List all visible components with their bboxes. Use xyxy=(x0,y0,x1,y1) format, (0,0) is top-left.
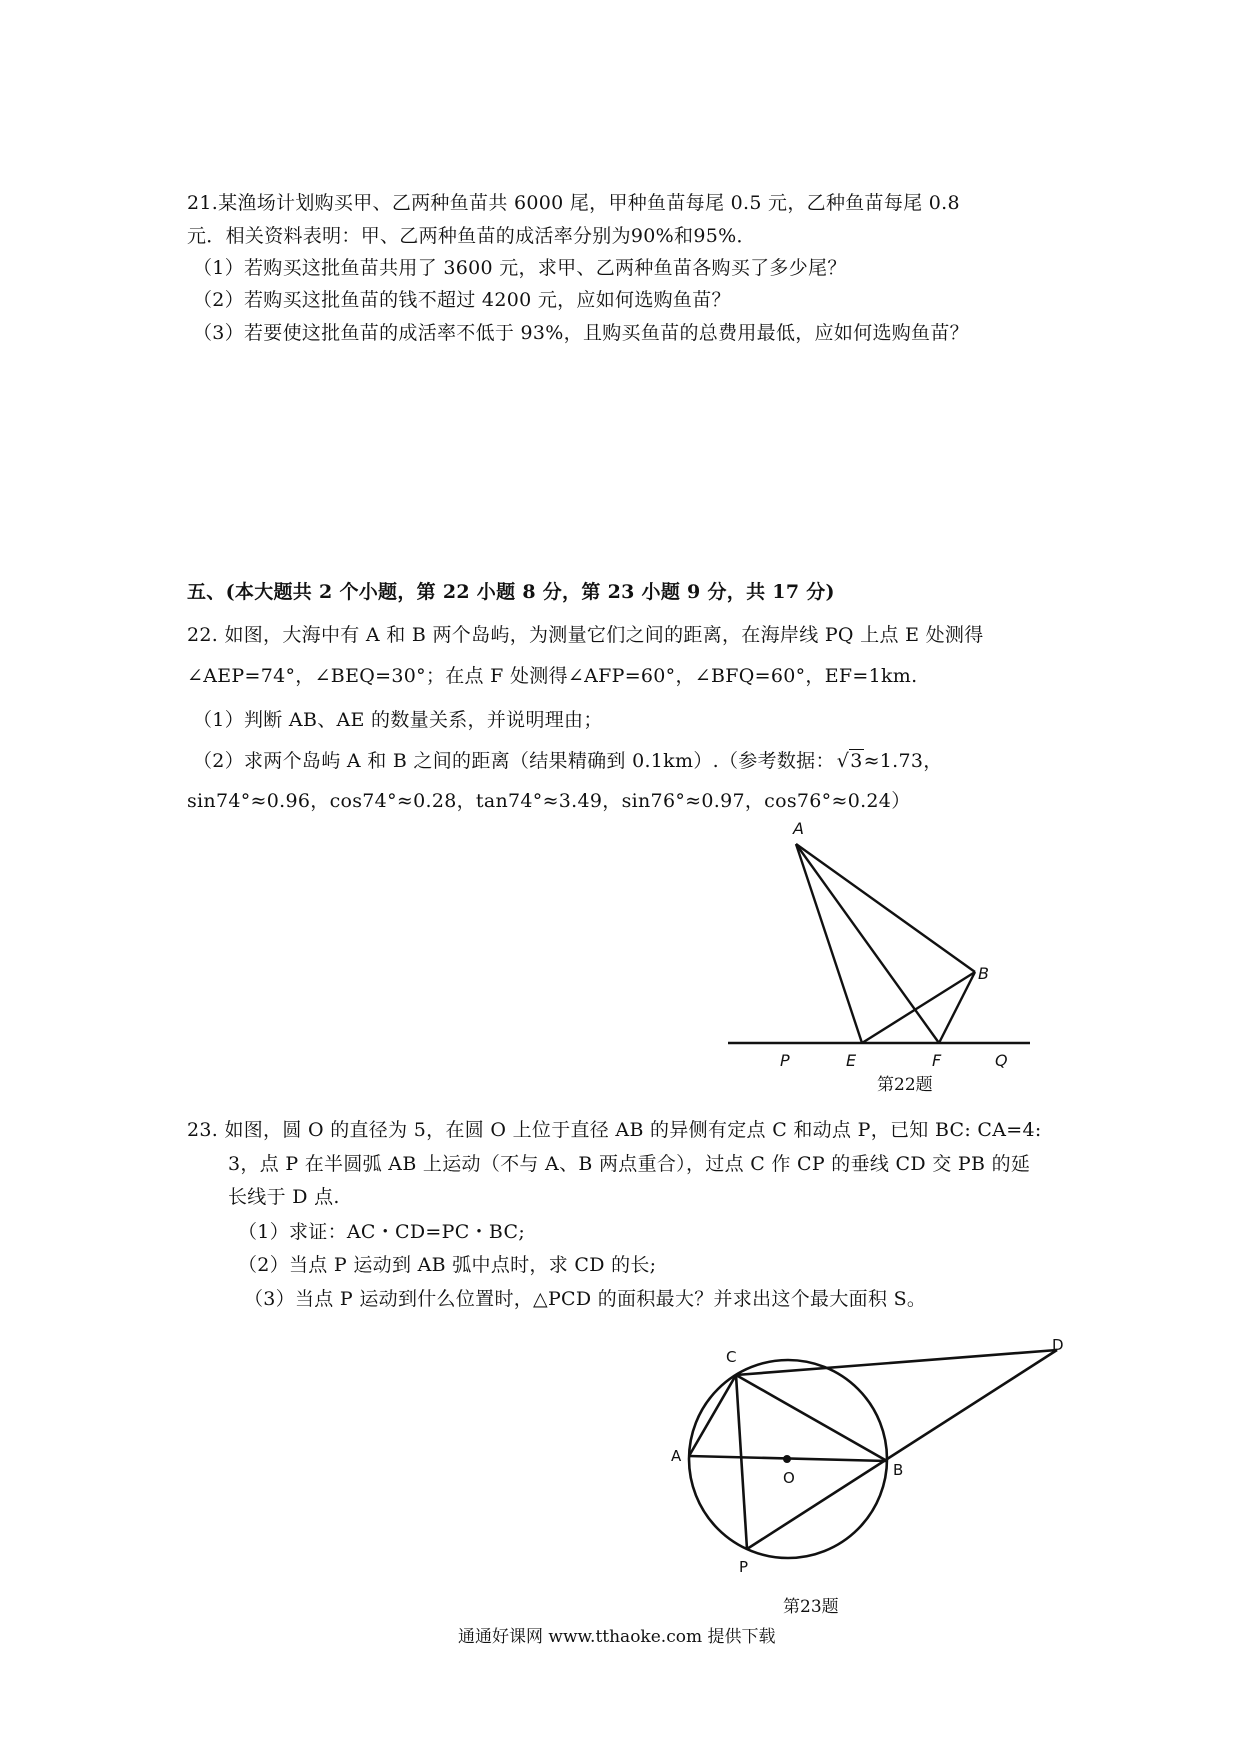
figure-23-caption: 第23题 xyxy=(783,1597,839,1617)
label-f: F xyxy=(932,1051,942,1070)
label-d: D xyxy=(1052,1336,1064,1354)
q22-line-2: ∠AEP=74°，∠BEQ=30°；在点 F 处测得∠AFP=60°，∠BFQ=60°，EF=1km. xyxy=(187,665,918,687)
label-b: B xyxy=(893,1461,904,1479)
q23-line-1: 23. 如图，圆 O 的直径为 5，在圆 O 上位于直径 AB 的异侧有定点 C 和动点 P，已知 BC: CA=4: xyxy=(187,1119,1042,1141)
q22-reference-data: sin74°≈0.96，cos74°≈0.28，tan74°≈3.49，sin76°≈0.97，cos76°≈0.24） xyxy=(187,790,911,812)
footer-credit: 通通好课网 www.tthaoke.com 提供下载 xyxy=(458,1627,776,1647)
q21-sub-2: （2）若购买这批鱼苗的钱不超过 4200 元，应如何选购鱼苗？ xyxy=(193,289,731,311)
label-b: B xyxy=(978,964,989,983)
figure-23-lines xyxy=(689,1350,1057,1558)
q23-sub-3: （3）当点 P 运动到什么位置时，△PCD 的面积最大？并求出这个最大面积 S。 xyxy=(244,1288,927,1310)
q23-sub-2: （2）当点 P 运动到 AB 弧中点时，求 CD 的长; xyxy=(238,1254,657,1276)
q23-line-2: 3，点 P 在半圆弧 AB 上运动（不与 A、B 两点重合），过点 C 作 CP 的垂线 CD 交 PB 的延 xyxy=(228,1153,1031,1175)
q21-sub-3: （3）若要使这批鱼苗的成活率不低于 93%，且购买鱼苗的总费用最低，应如何选购鱼苗？ xyxy=(193,322,969,344)
q22-sub-2-text-a: （2）求两个岛屿 A 和 B 之间的距离（结果精确到 0.1km）.（参考数据： xyxy=(193,750,835,772)
q23-sub-1: （1）求证：AC・CD=PC・BC; xyxy=(238,1221,526,1243)
sqrt-radicand: 3 xyxy=(850,750,863,772)
chord-cp xyxy=(736,1375,747,1549)
label-o: O xyxy=(783,1469,795,1487)
q22-line-1: 22. 如图，大海中有 A 和 B 两个岛屿，为测量它们之间的距离，在海岸线 PQ 上点 E 处测得 xyxy=(187,624,984,646)
sqrt-symbol: √3 xyxy=(836,750,863,772)
q22-sub-2-text-b: ≈1.73， xyxy=(863,750,943,772)
label-c: C xyxy=(726,1348,737,1366)
q21-line-1: 21.某渔场计划购买甲、乙两种鱼苗共 6000 尾，甲种鱼苗每尾 0.5 元，乙种鱼苗每尾 0.8 xyxy=(187,192,960,214)
label-p: P xyxy=(780,1051,790,1070)
label-q: Q xyxy=(995,1051,1008,1070)
label-e: E xyxy=(846,1051,857,1070)
figure-22-caption: 第22题 xyxy=(877,1075,933,1095)
line-pd xyxy=(747,1350,1057,1549)
center-point-o xyxy=(783,1455,791,1463)
segment-cd xyxy=(736,1350,1057,1375)
q23-line-3: 长线于 D 点. xyxy=(228,1186,340,1208)
label-p: P xyxy=(739,1558,749,1576)
q21-sub-1: （1）若购买这批鱼苗共用了 3600 元，求甲、乙两种鱼苗各购买了多少尾？ xyxy=(193,257,847,279)
label-a: A xyxy=(793,819,804,838)
chord-cb xyxy=(736,1375,887,1461)
q22-sub-1: （1）判断 AB、AE 的数量关系，并说明理由； xyxy=(193,709,603,731)
q21-line-2: 元．相关资料表明：甲、乙两种鱼苗的成活率分别为90%和95%． xyxy=(187,225,756,247)
chord-ca xyxy=(689,1375,736,1456)
label-a: A xyxy=(671,1447,682,1465)
section-five-heading: 五、(本大题共 2 个小题，第 22 小题 8 分，第 23 小题 9 分，共 17 分) xyxy=(187,581,835,603)
